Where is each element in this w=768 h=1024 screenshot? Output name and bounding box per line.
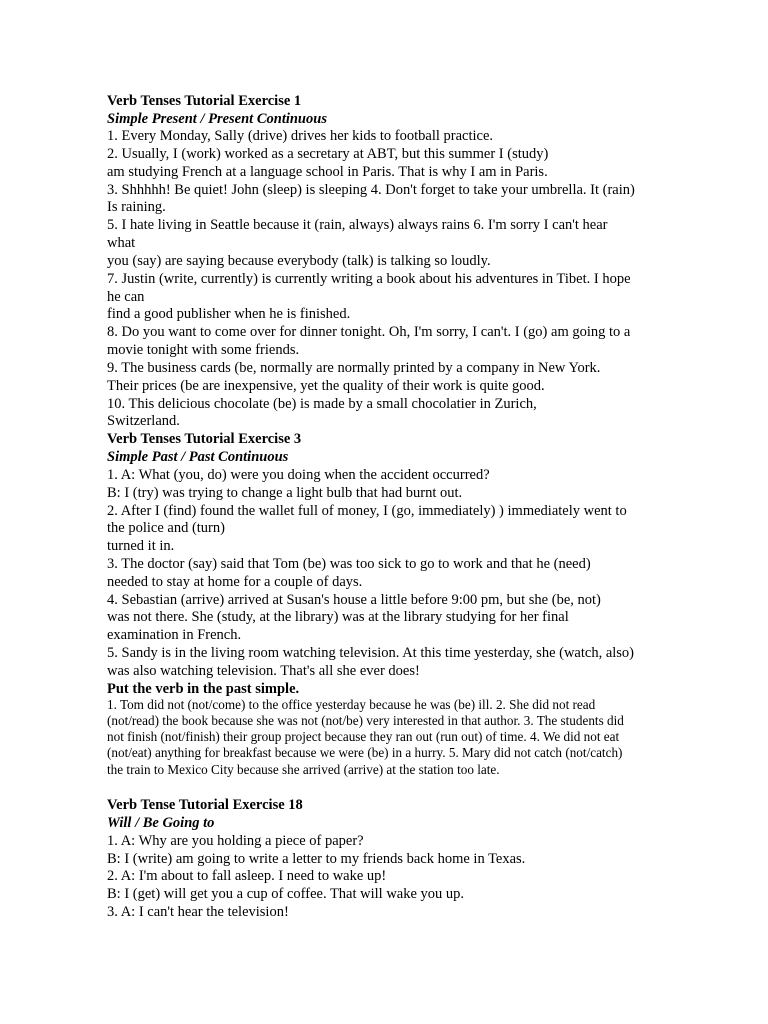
exercise-18-line: B: I (get) will get you a cup of coffee. That will wake you up. xyxy=(107,886,465,902)
exercise-1-line: 8. Do you want to come over for dinner tonight. Oh, I'm sorry, I can't. I (go) am going to a xyxy=(107,324,631,340)
exercise-18-subtitle: Will / Be Going to xyxy=(107,815,215,831)
exercise-18-line: 3. A: I can't hear the television! xyxy=(107,904,289,920)
past-simple-line: the train to Mexico City because she arrived (arrive) at the station too late. xyxy=(107,762,500,777)
exercise-1-line: 2. Usually, I (work) worked as a secretary at ABT, but this summer I (study) xyxy=(107,146,549,162)
exercise-1-line: what xyxy=(107,235,136,251)
exercise-3-line: turned it in. xyxy=(107,538,175,554)
exercise-18-line: B: I (write) am going to write a letter to my friends back home in Texas. xyxy=(107,851,526,867)
exercise-3-line: examination in French. xyxy=(107,627,242,643)
exercise-1-line: 1. Every Monday, Sally (drive) drives her kids to football practice. xyxy=(107,128,494,144)
exercise-1-line: am studying French at a language school in Paris. That is why I am in Paris. xyxy=(107,164,548,180)
exercise-3-title: Verb Tenses Tutorial Exercise 3 xyxy=(107,431,302,447)
exercise-1-line: you (say) are saying because everybody (talk) is talking so loudly. xyxy=(107,253,491,269)
past-simple-line: (not/eat) anything for breakfast because we were (be) in a hurry. 5. Mary did not catch (not/catch) xyxy=(107,745,623,760)
exercise-3-line: 4. Sebastian (arrive) arrived at Susan's house a little before 9:00 pm, but she (be, not) xyxy=(107,592,601,608)
exercise-1-line: Switzerland. xyxy=(107,413,180,429)
exercise-3-line: needed to stay at home for a couple of days. xyxy=(107,574,363,590)
exercise-3-line: was not there. She (study, at the library) was at the library studying for her final xyxy=(107,609,569,625)
exercise-1-line: find a good publisher when he is finished. xyxy=(107,306,351,322)
exercise-1-line: 5. I hate living in Seattle because it (rain, always) always rains 6. I'm sorry I can't hear xyxy=(107,217,608,233)
exercise-18-line: 2. A: I'm about to fall asleep. I need to wake up! xyxy=(107,868,387,884)
exercise-1-line: 7. Justin (write, currently) is currently writing a book about his adventures in Tibet. I hope xyxy=(107,271,631,287)
exercise-3-line: 1. A: What (you, do) were you doing when the accident occurred? xyxy=(107,467,490,483)
past-simple-line: not finish (not/finish) their group project because they ran out (run out) of time. 4. We did not eat xyxy=(107,729,620,744)
exercise-18-line: 1. A: Why are you holding a piece of paper? xyxy=(107,833,364,849)
exercise-3-line: 2. After I (find) found the wallet full of money, I (go, immediately) ) immediately went to xyxy=(107,503,627,519)
exercise-1-line: 9. The business cards (be, normally are normally printed by a company in New York. xyxy=(107,360,601,376)
exercise-3-line: B: I (try) was trying to change a light bulb that had burnt out. xyxy=(107,485,463,501)
past-simple-line: (not/read) the book because she was not (not/be) very interested in that author. 3. The students did xyxy=(107,713,624,728)
exercise-3-subtitle: Simple Past / Past Continuous xyxy=(107,449,289,465)
past-simple-line: 1. Tom did not (not/come) to the office yesterday because he was (be) ill. 2. She did not read xyxy=(107,697,596,712)
exercise-3-line: the police and (turn) xyxy=(107,520,225,536)
exercise-3-line: 5. Sandy is in the living room watching television. At this time yesterday, she (watch, also) xyxy=(107,645,635,661)
exercise-1-title: Verb Tenses Tutorial Exercise 1 xyxy=(107,93,302,109)
exercise-1-line: Is raining. xyxy=(107,199,166,215)
exercise-1-line: Their prices (be are inexpensive, yet the quality of their work is quite good. xyxy=(107,378,545,394)
exercise-3-line: 3. The doctor (say) said that Tom (be) was too sick to go to work and that he (need) xyxy=(107,556,591,572)
exercise-1-line: 3. Shhhhh! Be quiet! John (sleep) is sleeping 4. Don't forget to take your umbrella. It (rain) xyxy=(107,182,635,198)
exercise-18-title: Verb Tense Tutorial Exercise 18 xyxy=(107,797,303,813)
past-simple-heading: Put the verb in the past simple. xyxy=(107,681,300,697)
exercise-1-line: movie tonight with some friends. xyxy=(107,342,300,358)
exercise-1-line: he can xyxy=(107,289,145,305)
exercise-3-line: was also watching television. That's all she ever does! xyxy=(107,663,420,679)
exercise-1-line: 10. This delicious chocolate (be) is made by a small chocolatier in Zurich, xyxy=(107,396,537,412)
exercise-1-subtitle: Simple Present / Present Continuous xyxy=(107,111,327,127)
